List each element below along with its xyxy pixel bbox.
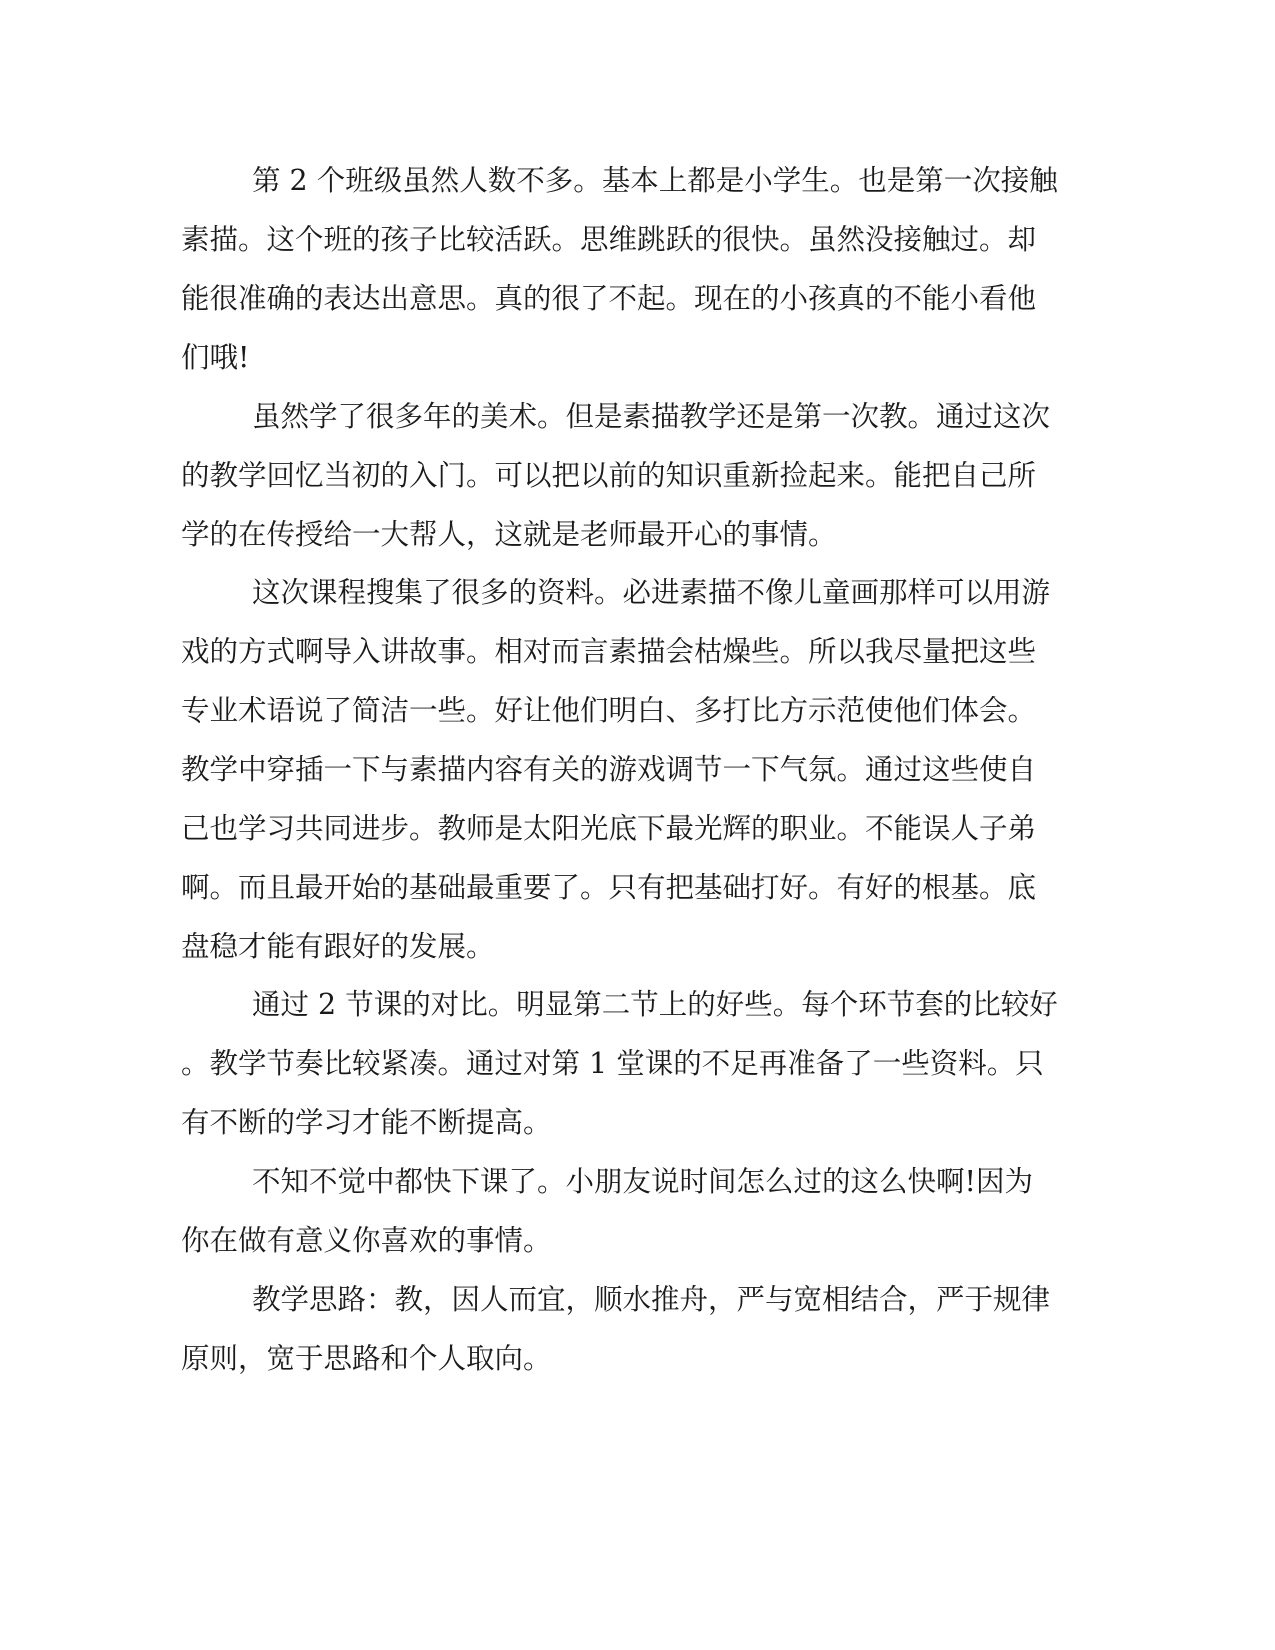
text-line: 盘稳才能有跟好的发展。 <box>181 930 495 963</box>
text-line: 这次课程搜集了很多的资料。必进素描不像儿童画那样可以用游 <box>252 576 1051 609</box>
text-line: 通过 2 节课的对比。明显第二节上的好些。每个环节套的比较好 <box>252 988 1058 1021</box>
text-line: 虽然学了很多年的美术。但是素描教学还是第一次教。通过这次 <box>252 400 1051 433</box>
text-line: 素描。这个班的孩子比较活跃。思维跳跃的很快。虽然没接触过。却 <box>181 223 1037 256</box>
text-line: 戏的方式啊导入讲故事。相对而言素描会枯燥些。所以我尽量把这些 <box>181 635 1037 668</box>
text-line: 的教学回忆当初的入门。可以把以前的知识重新捡起来。能把自己所 <box>181 459 1037 492</box>
text-line: 啊。而且最开始的基础最重要了。只有把基础打好。有好的根基。底 <box>181 871 1037 904</box>
text-line: 教学中穿插一下与素描内容有关的游戏调节一下气氛。通过这些使自 <box>181 753 1037 786</box>
text-line: 你在做有意义你喜欢的事情。 <box>181 1224 552 1257</box>
text-line: 学的在传授给一大帮人，这就是老师最开心的事情。 <box>181 518 837 551</box>
text-line: 专业术语说了简洁一些。好让他们明白、多打比方示范使他们体会。 <box>181 694 1037 727</box>
text-line: 教学思路：教，因人而宜，顺水推舟，严与宽相结合，严于规律 <box>252 1283 1051 1316</box>
text-line: 己也学习共同进步。教师是太阳光底下最光辉的职业。不能误人子弟 <box>181 812 1037 845</box>
text-line: 能很准确的表达出意思。真的很了不起。现在的小孩真的不能小看他 <box>181 282 1037 315</box>
text-line: 第 2 个班级虽然人数不多。基本上都是小学生。也是第一次接触 <box>252 164 1058 197</box>
text-line: 们哦! <box>181 341 250 374</box>
text-line: 不知不觉中都快下课了。小朋友说时间怎么过的这么快啊!因为 <box>252 1165 1033 1198</box>
text-line: 原则，宽于思路和个人取向。 <box>181 1342 552 1375</box>
text-line: 。教学节奏比较紧凑。通过对第 1 堂课的不足再准备了一些资料。只 <box>181 1047 1044 1080</box>
text-line: 有不断的学习才能不断提高。 <box>181 1106 552 1139</box>
